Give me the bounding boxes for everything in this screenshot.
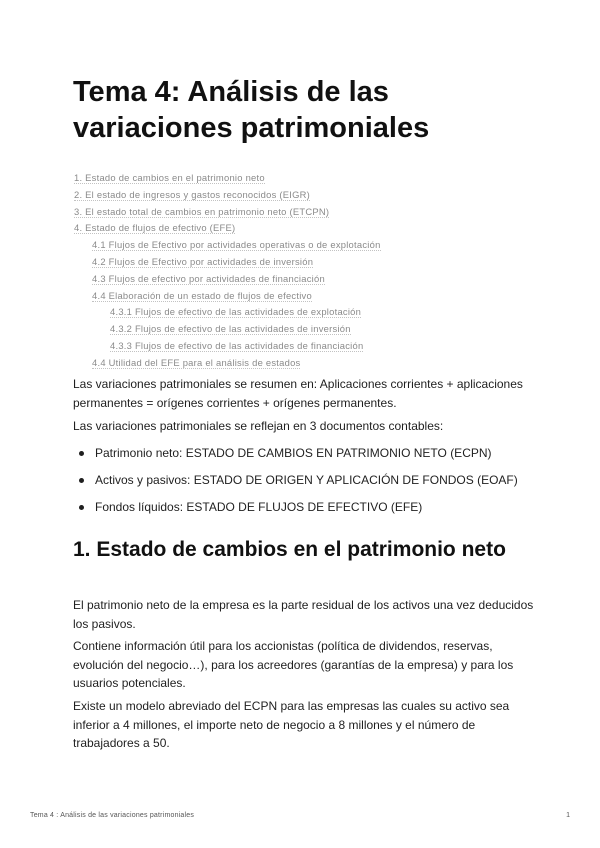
toc-item-label[interactable]: 4.3 Flujos de efectivo por actividades de financiación bbox=[92, 272, 325, 284]
toc-item[interactable] bbox=[74, 237, 544, 254]
toc-item-label[interactable]: 1. Estado de cambios en el patrimonio neto bbox=[74, 172, 265, 183]
intro-paragraph: Las variaciones patrimoniales se resumen en: Aplicaciones corrientes + aplicaciones permanentes = orígenes corrientes + orígenes permanentes. bbox=[73, 377, 523, 410]
list-item bbox=[73, 498, 543, 525]
toc-item-label[interactable]: 2. El estado de ingresos y gastos reconocidos (EIGR) bbox=[74, 188, 311, 200]
toc-item[interactable] bbox=[74, 321, 544, 338]
section-paragraph: Existe un modelo abreviado del ECPN para las empresas las cuales su activo sea inferior a 4 millones, el importe neto de negocio a 8 millones y el número de trabajadores a 50. bbox=[73, 699, 510, 750]
toc-item-label[interactable]: 4.3.1 Flujos de efectivo de las actividades de explotación bbox=[110, 306, 362, 318]
list-item-text: Fondos líquidos: ESTADO DE FLUJOS DE EFECTIVO (EFE) bbox=[95, 500, 423, 514]
toc-item-label[interactable]: 4.3.3 Flujos de efectivo de las actividades de financiación bbox=[110, 339, 364, 351]
list-item-text: Patrimonio neto: ESTADO DE CAMBIOS EN PATRIMONIO NETO (ECPN) bbox=[95, 446, 492, 460]
toc-item-label[interactable]: 4.2 Flujos de Efectivo por actividades de inversión bbox=[92, 255, 314, 267]
toc-item[interactable] bbox=[74, 204, 544, 221]
toc-item-label[interactable]: 4.4 Utilidad del EFE para el análisis de estados bbox=[92, 356, 301, 368]
list-item bbox=[73, 471, 543, 498]
intro-paragraph-documents: Las variaciones patrimoniales se reflejan en 3 documentos contables: bbox=[73, 419, 444, 433]
bullet-icon bbox=[79, 451, 84, 456]
toc-item-label[interactable]: 4.3.2 Flujos de efectivo de las actividades de inversión bbox=[110, 323, 351, 335]
toc-item[interactable] bbox=[74, 338, 544, 355]
toc-item[interactable] bbox=[74, 170, 544, 187]
toc-item[interactable] bbox=[74, 288, 544, 305]
toc-item[interactable] bbox=[74, 254, 544, 271]
bullet-icon bbox=[79, 505, 84, 510]
section-paragraph: El patrimonio neto de la empresa es la parte residual de los activos una vez deducidos los pasivos. bbox=[73, 598, 534, 631]
section-heading: 1. Estado de cambios en el patrimonio neto bbox=[73, 538, 506, 561]
toc-item-label[interactable]: 4.4 Elaboración de un estado de flujos de efectivo bbox=[92, 289, 312, 301]
toc-item[interactable] bbox=[74, 355, 544, 372]
document-title: Tema 4: Análisis de las variaciones patrimoniales bbox=[73, 76, 430, 144]
list-item-text: Activos y pasivos: ESTADO DE ORIGEN Y APLICACIÓN DE FONDOS (EOAF) bbox=[95, 473, 518, 487]
toc-item[interactable] bbox=[74, 187, 544, 204]
toc-item-label[interactable]: 3. El estado total de cambios en patrimonio neto (ETCPN) bbox=[74, 205, 330, 217]
toc-item-label[interactable]: 4. Estado de flujos de efectivo (EFE) bbox=[74, 222, 236, 234]
table-of-contents bbox=[74, 170, 544, 372]
toc-item[interactable] bbox=[74, 304, 544, 321]
documents-list bbox=[73, 444, 543, 525]
bullet-icon bbox=[79, 478, 84, 483]
toc-item[interactable] bbox=[74, 271, 544, 288]
toc-item[interactable] bbox=[74, 220, 544, 237]
toc-item-label[interactable]: 4.1 Flujos de Efectivo por actividades operativas o de explotación bbox=[92, 239, 381, 251]
section-paragraph: Contiene información útil para los accionistas (política de dividendos, reservas, evolución del negocio…), para los acreedores (garantías de la empresa) y para los usuarios potenciales. bbox=[73, 639, 514, 690]
list-item bbox=[73, 444, 543, 471]
page-number: 1 bbox=[566, 812, 570, 819]
footer-document-title: Tema 4 : Análisis de las variaciones patrimoniales bbox=[30, 812, 195, 819]
